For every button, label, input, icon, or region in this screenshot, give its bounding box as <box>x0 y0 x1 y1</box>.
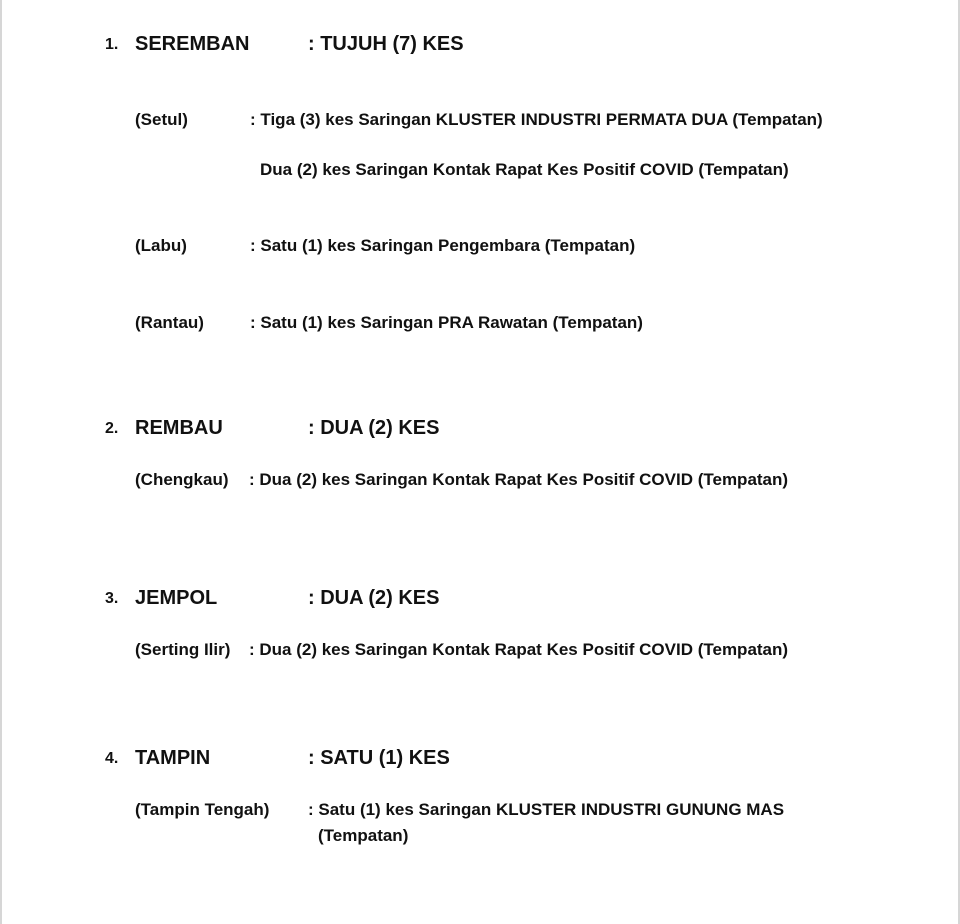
district-total: : SATU (1) KES <box>308 747 450 769</box>
district-name: SEREMBAN <box>135 33 250 55</box>
area-detail: : Satu (1) kes Saringan Pengembara (Tempatan) <box>250 236 636 255</box>
district-name: REMBAU <box>135 417 223 439</box>
area-name: (Serting Ilir) <box>135 640 231 659</box>
area-name: (Tampin Tengah) <box>135 800 270 819</box>
area-detail: : Satu (1) kes Saringan PRA Rawatan (Tempatan) <box>250 313 643 332</box>
section-number: 3. <box>105 590 119 607</box>
district-total: : TUJUH (7) KES <box>308 33 464 55</box>
area-name: (Labu) <box>135 236 187 255</box>
area-detail: : Tiga (3) kes Saringan KLUSTER INDUSTRI PERMATA DUA (Tempatan) <box>250 110 823 129</box>
section-number: 4. <box>105 750 119 767</box>
area-detail: (Tempatan) <box>318 826 409 845</box>
district-name: TAMPIN <box>135 747 211 769</box>
district-name: JEMPOL <box>135 587 218 609</box>
area-detail: Dua (2) kes Saringan Kontak Rapat Kes Positif COVID (Tempatan) <box>260 160 789 179</box>
area-detail: : Dua (2) kes Saringan Kontak Rapat Kes Positif COVID (Tempatan) <box>249 470 789 489</box>
area-name: (Chengkau) <box>135 470 229 489</box>
area-name: (Rantau) <box>135 313 204 332</box>
section-number: 1. <box>105 36 119 53</box>
area-detail: : Satu (1) kes Saringan KLUSTER INDUSTRI GUNUNG MAS <box>308 800 785 819</box>
section-number: 2. <box>105 420 119 437</box>
district-total: : DUA (2) KES <box>308 587 440 609</box>
area-name: (Setul) <box>135 110 188 129</box>
area-detail: : Dua (2) kes Saringan Kontak Rapat Kes Positif COVID (Tempatan) <box>249 640 789 659</box>
district-total: : DUA (2) KES <box>308 417 440 439</box>
